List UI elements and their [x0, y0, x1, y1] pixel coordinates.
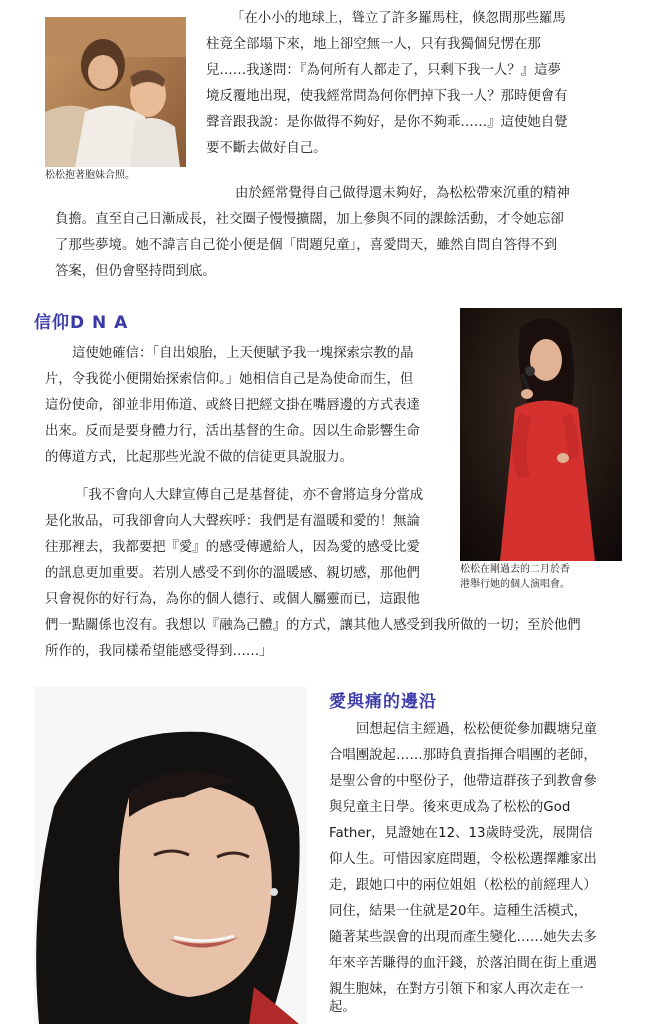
- text-line: 走，跟她口中的兩位姐姐（松松的前經理人）: [329, 878, 597, 893]
- text-line: 境反覆地出現，使我經常問為何你們掉下我一人？那時便會有: [206, 89, 568, 104]
- text-line: 與兒童主日學。後來更成為了松松的God: [329, 800, 571, 815]
- text-line: Father，見證她在12、13歲時受洗，展開信: [329, 826, 593, 841]
- concert-photo: [460, 308, 622, 561]
- text-line: 這份使命，卻並非用佈道、或終日把經文掛在嘴唇邊的方式表達: [45, 398, 420, 413]
- text-line: 出來。反而是要身體力行，活出基督的生命。因以生命影響生命: [45, 424, 420, 439]
- section-heading-faith-dna: 信仰D N A: [34, 313, 129, 333]
- text-line: 答案，但仍會堅持問到底。: [55, 264, 216, 279]
- text-line: 柱竟全部塌下來，地上卻空無一人，只有我獨個兒愣在那: [206, 37, 541, 52]
- portrait-photo: [34, 687, 307, 1024]
- text-line: 要不斷去做好自己。: [206, 141, 327, 156]
- text-line: 只會視你的好行為，為你的個人德行、或個人屬靈而已，這跟他: [45, 592, 420, 607]
- text-line: 親生胞妹，在對方引領下和家人再次走在一: [329, 982, 584, 997]
- text-line: 回想起信主經過，松松便從參加觀塘兒童: [356, 722, 598, 737]
- text-line: 兒……我遂問：『為何所有人都走了，只剩下我一人？』這夢: [206, 63, 561, 78]
- text-line: 同住，結果一住就是20年。這種生活模式，: [329, 904, 588, 919]
- childhood-photo-caption: 松松抱著胞妹合照。: [45, 170, 135, 181]
- text-line: 由於經常覺得自己做得還未夠好，為松松帶來沉重的精神: [235, 186, 570, 201]
- text-line: 所作的，我同樣希望能感受得到……」: [45, 644, 273, 659]
- text-line: 「在小小的地球上，聳立了許多羅馬柱，倏忽間那些羅馬: [231, 11, 566, 26]
- text-line: 是聖公會的中堅份子，他帶這群孩子到教會參: [329, 774, 597, 789]
- text-line: 們一點關係也沒有。我想以『融為己體』的方式，讓其他人感受到我所做的一切；至於他們: [45, 618, 581, 633]
- caption-line: 港舉行她的個人演唱會。: [460, 579, 570, 590]
- text-line: 起。: [329, 1000, 356, 1015]
- childhood-photo: [45, 17, 186, 167]
- text-line: 這使她確信：「自出娘胎，上天便賦予我一塊探索宗教的晶: [72, 346, 414, 361]
- text-line: 片，令我從小便開始探索信仰。」她相信自己是為使命而生，但: [45, 372, 414, 387]
- caption-line: 松松在剛過去的二月於香: [460, 564, 570, 575]
- text-line: 合唱團說起……那時負責指揮合唱團的老師，: [329, 748, 597, 763]
- text-line: 是化妝品，可我卻會向人大聲疾呼：我們是有溫暖和愛的！無論: [45, 514, 420, 529]
- text-line: 仰人生。可惜因家庭問題，令松松選擇離家出: [329, 852, 597, 867]
- text-line: 隨著某些誤會的出現而產生變化……她失去多: [329, 930, 597, 945]
- text-line: 的訊息更加重要。若別人感受不到你的溫暖感、親切感，那他們: [45, 566, 420, 581]
- text-line: 了那些夢境。她不諱言自己從小便是個「問題兒童」，喜愛問天，雖然自問自答得不到: [55, 238, 558, 253]
- section-heading-love-pain: 愛與痛的邊沿: [329, 692, 437, 712]
- text-line: 負擔。直至自己日漸成長，社交圈子慢慢擴闊，加上參與不同的課餘活動，才令她忘卻: [55, 212, 564, 227]
- text-line: 聲音跟我說：是你做得不夠好，是你不夠乖……』這使她自覺: [206, 115, 568, 130]
- text-line: 的傳道方式，比起那些光說不做的信徒更具說服力。: [45, 450, 353, 465]
- text-line: 往那裡去，我都要把『愛』的感受傳遞給人，因為愛的感受比愛: [45, 540, 420, 555]
- text-line: 「我不會向人大肆宣傳自己是基督徒，亦不會將這身分當成: [75, 488, 424, 503]
- text-line: 年來辛苦賺得的血汗錢，於落泊間在街上重遇: [329, 956, 597, 971]
